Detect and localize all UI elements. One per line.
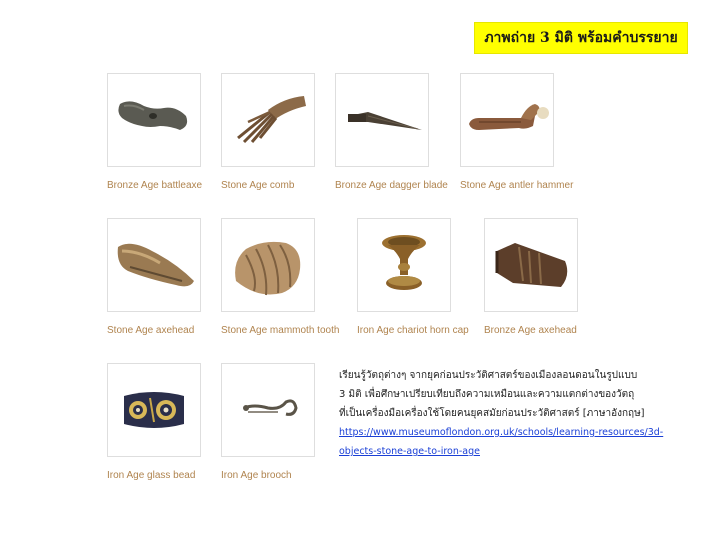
artifact-caption[interactable]: Iron Age glass bead [107,470,196,481]
artifact-caption[interactable]: Bronze Age axehead [484,325,577,336]
battleaxe-image [110,76,198,164]
artifact-card-comb[interactable] [221,73,315,191]
artifact-caption[interactable]: Stone Age mammoth tooth [221,325,340,336]
artifact-card-glass-bead[interactable] [107,363,201,481]
artifact-card-dagger[interactable] [335,73,448,191]
antler-hammer-image [463,76,551,164]
artifact-caption[interactable]: Bronze Age battleaxe [107,180,203,191]
mammoth-tooth-image [224,221,312,309]
description-block [339,366,679,461]
artifact-card-horn-cap[interactable] [357,218,469,336]
artifact-thumbnail[interactable] [460,73,554,167]
artifact-thumbnail[interactable] [357,218,451,312]
artifact-caption[interactable]: Iron Age brooch [221,470,292,481]
artifact-caption[interactable]: Stone Age axehead [107,325,195,336]
artifact-thumbnail[interactable] [107,73,201,167]
artifact-caption[interactable]: Iron Age chariot horn cap [357,325,469,336]
description-line: 3 มิติ เพื่อศึกษาเปรียบเทียบถึงความเหมือนและความแตกต่างของวัตถุ [339,389,635,400]
artifact-card-bronze-axehead[interactable] [484,218,578,336]
horn-cap-image [360,221,448,309]
stone-axehead-image [110,221,198,309]
artifact-thumbnail[interactable] [107,218,201,312]
artifact-card-battleaxe[interactable] [107,73,203,191]
artifact-thumbnail[interactable] [221,363,315,457]
artifact-thumbnail[interactable] [107,363,201,457]
artifact-caption[interactable]: Stone Age comb [221,180,295,191]
artifact-thumbnail[interactable] [221,218,315,312]
brooch-image [224,366,312,454]
dagger-blade-image [338,76,426,164]
artifact-card-stone-axehead[interactable] [107,218,201,336]
artifact-card-brooch[interactable] [221,363,315,481]
artifact-caption[interactable]: Bronze Age dagger blade [335,180,448,191]
museum-link-continued[interactable]: objects-stone-age-to-iron-age [339,446,480,457]
artifact-caption[interactable]: Stone Age antler hammer [460,180,574,191]
bronze-axehead-image [487,221,575,309]
artifact-thumbnail[interactable] [335,73,429,167]
museum-link[interactable]: https://www.museumoflondon.org.uk/schools/learning-resources/3d- [339,427,664,438]
page-title: ภาพถ่าย 3 มิติ พร้อมคำบรรยาย [474,22,688,54]
description-line: ที่เป็นเครื่องมือเครื่องใช้โดยคนยุคสมัยก่อนประวัติศาสตร์ [ภาษาอังกฤษ] [339,408,645,419]
artifact-card-mammoth-tooth[interactable] [221,218,340,336]
artifact-thumbnail[interactable] [221,73,315,167]
artifact-thumbnail[interactable] [484,218,578,312]
glass-bead-image [110,366,198,454]
artifact-card-antler-hammer[interactable] [460,73,574,191]
comb-image [224,76,312,164]
description-line: เรียนรู้วัตถุต่างๆ จากยุคก่อนประวัติศาสตร์ของเมืองลอนดอนในรูปแบบ [339,370,638,381]
